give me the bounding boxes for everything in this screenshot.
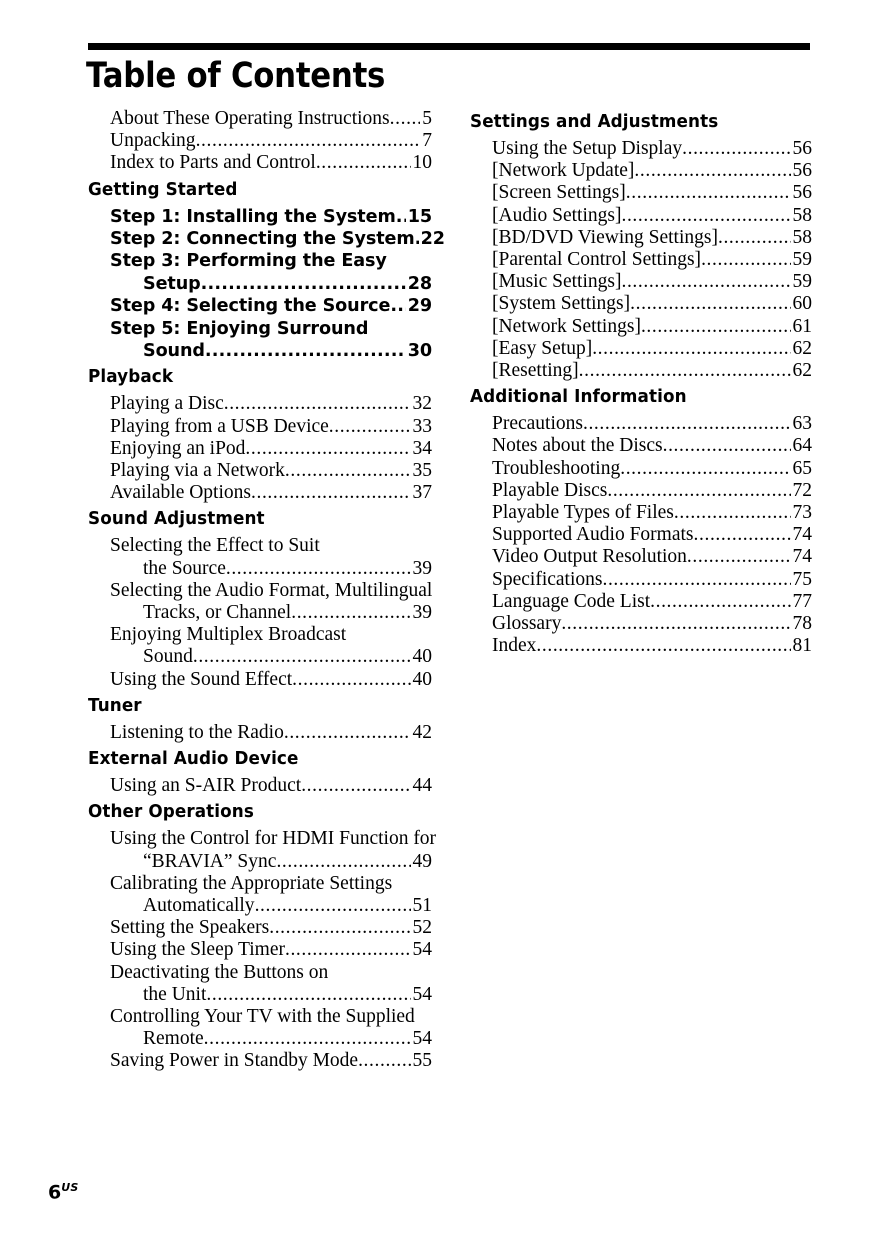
- dot-leader: [621, 205, 790, 227]
- dot-leader: [390, 295, 405, 317]
- toc-entry-title: Enjoying Multiplex Broadcast: [110, 624, 347, 646]
- toc-page-number: 62: [792, 360, 812, 382]
- section-heading-other-operations: Other Operations: [88, 802, 254, 823]
- toc-page-number: 61: [792, 315, 812, 337]
- toc-entry[interactable]: [110, 962, 432, 1006]
- toc-page-number: 22: [420, 229, 445, 250]
- toc-entry[interactable]: [492, 613, 812, 635]
- toc-section: [88, 175, 445, 363]
- toc-entry-line: [110, 722, 432, 744]
- toc-entry-line: [110, 416, 432, 438]
- toc-entry-title: Playing via a Network: [110, 460, 285, 482]
- toc-entry-list: [88, 108, 432, 175]
- toc-entry-title: [Music Settings]: [492, 271, 622, 293]
- toc-entry-line: [110, 984, 432, 1006]
- toc-entry-list: [470, 413, 812, 657]
- toc-page-number: 58: [792, 204, 812, 226]
- toc-page-number: 63: [792, 413, 812, 435]
- toc-entry-title: Index to Parts and Control: [110, 152, 316, 174]
- dot-leader: [206, 984, 410, 1006]
- toc-entry-line: [110, 624, 432, 646]
- toc-page-number: 28: [407, 273, 432, 294]
- toc-entry-line: [110, 340, 432, 362]
- toc-section: [88, 504, 432, 690]
- toc-entry[interactable]: [110, 152, 432, 174]
- toc-entry[interactable]: [492, 271, 812, 293]
- toc-section: [88, 362, 432, 504]
- toc-entry-list: [88, 722, 432, 744]
- toc-entry-line: [492, 138, 812, 160]
- toc-entry-title: Setup: [143, 273, 201, 294]
- toc-entry-title: Using the Sound Effect: [110, 668, 293, 690]
- dot-leader: [292, 669, 410, 691]
- toc-entry-line: [492, 546, 812, 568]
- toc-entry[interactable]: [492, 569, 812, 591]
- toc-entry-line: [492, 613, 812, 635]
- dot-leader: [620, 458, 790, 480]
- dot-leader: [561, 613, 790, 635]
- page-title: Table of Contents: [86, 56, 386, 96]
- dot-leader: [621, 271, 790, 293]
- toc-entry-line: [110, 108, 432, 130]
- toc-entry-title: “BRAVIA” Sync: [143, 850, 277, 872]
- toc-page-number: 40: [412, 668, 432, 690]
- dot-leader: [255, 895, 411, 917]
- toc-entry-line: [110, 250, 432, 272]
- section-heading-settings-and-adjustments: Settings and Adjustments: [470, 112, 719, 132]
- toc-entry-title: Step 3: Performing the Easy: [110, 251, 387, 272]
- toc-entry[interactable]: [492, 338, 812, 360]
- dot-leader: [245, 438, 410, 460]
- toc-entry-line: [492, 160, 812, 182]
- toc-entry[interactable]: [492, 635, 812, 657]
- toc-entry[interactable]: [110, 939, 432, 961]
- toc-entry-line: [110, 775, 432, 797]
- toc-entry-title: Setting the Speakers: [110, 917, 270, 939]
- toc-entry[interactable]: [110, 917, 432, 939]
- toc-entry-title: Index: [492, 635, 537, 657]
- toc-entry-line: [492, 413, 812, 435]
- toc-entry-title: the Unit: [143, 983, 207, 1005]
- toc-entry-title: Notes about the Discs: [492, 435, 663, 457]
- toc-entry-line: [492, 591, 812, 613]
- toc-entry-line: [110, 130, 432, 152]
- dot-leader: [674, 502, 791, 524]
- toc-entry-line: [492, 227, 812, 249]
- toc-entry-line: [492, 524, 812, 546]
- toc-entry-line: [110, 1006, 432, 1028]
- toc-entry-line: [110, 1028, 432, 1050]
- toc-entry-line: [110, 646, 432, 668]
- toc-entry-title: Playing a Disc: [110, 393, 224, 415]
- toc-page-number: 49: [412, 850, 432, 872]
- toc-entry-line: [110, 602, 432, 624]
- toc-entry-title: Using the Sleep Timer: [110, 939, 285, 961]
- dot-leader: [602, 569, 790, 591]
- toc-entry[interactable]: [110, 624, 432, 668]
- toc-page-number: 55: [412, 1050, 432, 1072]
- toc-section: [88, 797, 437, 1072]
- toc-entry[interactable]: [110, 775, 432, 797]
- toc-entry[interactable]: [492, 435, 812, 457]
- toc-entry-line: [110, 295, 432, 317]
- dot-leader: [607, 480, 790, 502]
- toc-entry[interactable]: [110, 228, 445, 250]
- toc-entry[interactable]: [492, 227, 812, 249]
- toc-entry-title: [System Settings]: [492, 293, 631, 315]
- toc-page-number: 37: [412, 482, 432, 504]
- toc-entry-line: [492, 502, 812, 524]
- toc-entry-title: Step 2: Connecting the System: [110, 229, 415, 250]
- toc-entry[interactable]: [110, 482, 432, 504]
- toc-entry-line: [492, 569, 812, 591]
- toc-entry[interactable]: [110, 416, 432, 438]
- toc-entry-title: Unpacking: [110, 130, 196, 152]
- dot-leader: [251, 482, 411, 504]
- toc-entry-title: [Audio Settings]: [492, 204, 622, 226]
- toc-entry[interactable]: [110, 108, 432, 130]
- toc-entry-title: Precautions: [492, 413, 583, 435]
- dot-leader: [592, 338, 790, 360]
- toc-page-number: 39: [412, 557, 432, 579]
- dot-leader: [204, 1028, 411, 1050]
- toc-entry-title: Saving Power in Standby Mode: [110, 1050, 359, 1072]
- toc-entry-title: Video Output Resolution: [492, 546, 687, 568]
- toc-entry-title: Deactivating the Buttons on: [110, 961, 329, 983]
- toc-entry-line: [110, 1050, 432, 1072]
- toc-entry-title: Sound: [143, 341, 205, 362]
- toc-page-number: 54: [412, 1028, 432, 1050]
- toc-entry-title: Playable Discs: [492, 479, 608, 501]
- dot-leader: [284, 722, 411, 744]
- toc-entry-title: Troubleshooting: [492, 457, 621, 479]
- toc-entry[interactable]: [492, 502, 812, 524]
- toc-entry[interactable]: [110, 393, 432, 415]
- toc-entry-line: [110, 851, 432, 873]
- dot-leader: [358, 1050, 410, 1072]
- toc-column-left: [88, 108, 445, 1073]
- toc-entry-title: the Source: [143, 557, 226, 579]
- toc-entry-line: [110, 669, 432, 691]
- toc-entry-title: Using an S-AIR Product: [110, 775, 302, 797]
- toc-entry[interactable]: [492, 205, 812, 227]
- section-heading-external-audio-device: External Audio Device: [88, 749, 299, 770]
- dot-leader: [291, 602, 410, 624]
- footer-region-code: US: [61, 1181, 79, 1194]
- toc-page-number: 62: [792, 337, 812, 359]
- toc-entry-line: [110, 393, 432, 415]
- dot-leader: [196, 130, 421, 152]
- toc-entry-title: Supported Audio Formats: [492, 524, 694, 546]
- section-heading-tuner: Tuner: [88, 695, 142, 716]
- toc-entry-line: [110, 438, 432, 460]
- toc-page-number: 58: [792, 226, 812, 248]
- toc-entry-list: [88, 828, 437, 1072]
- toc-section: [88, 691, 432, 744]
- toc-entry-title: Sound: [143, 646, 193, 668]
- toc-entry-line: [110, 558, 432, 580]
- toc-page-number: 32: [412, 393, 432, 415]
- dot-leader: [634, 160, 790, 182]
- toc-entry-title: Available Options: [110, 482, 251, 504]
- toc-entry-line: [492, 205, 812, 227]
- toc-page-number: 59: [792, 271, 812, 293]
- dot-leader: [276, 851, 410, 873]
- toc-page-number: 34: [412, 437, 432, 459]
- toc-entry[interactable]: [110, 828, 437, 872]
- toc-page-number: 72: [792, 479, 812, 501]
- toc-entry-title: Step 1: Installing the System: [110, 206, 396, 227]
- toc-entry-title: Selecting the Effect to Suit: [110, 535, 320, 557]
- toc-page-number: 74: [792, 524, 812, 546]
- toc-entry[interactable]: [492, 458, 812, 480]
- toc-page-number: 59: [792, 249, 812, 271]
- toc-entry-line: [492, 316, 812, 338]
- title-rule: [88, 43, 810, 50]
- toc-page-number: 65: [792, 457, 812, 479]
- toc-page-number: 40: [412, 646, 432, 668]
- toc-entry-list: [470, 138, 812, 382]
- dot-leader: [390, 108, 421, 130]
- toc-entry-line: [492, 249, 812, 271]
- toc-entry-title: Listening to the Radio: [110, 721, 284, 743]
- toc-page-number: 64: [792, 435, 812, 457]
- toc-entry-line: [110, 917, 432, 939]
- toc-entry-line: [492, 338, 812, 360]
- toc-entry-line: [110, 228, 445, 250]
- section-heading-getting-started: Getting Started: [88, 179, 238, 200]
- toc-entry-title: [Screen Settings]: [492, 182, 626, 204]
- dot-leader: [630, 293, 790, 315]
- toc-page-number: 39: [412, 602, 432, 624]
- toc-page-number: 81: [792, 635, 812, 657]
- dot-leader: [396, 206, 406, 228]
- toc-page-number: 73: [792, 502, 812, 524]
- toc-entry-title: [Resetting]: [492, 360, 579, 382]
- toc-entry[interactable]: [492, 524, 812, 546]
- toc-entry-line: [492, 271, 812, 293]
- toc-page-number: 56: [792, 138, 812, 159]
- toc-entry[interactable]: [492, 316, 812, 338]
- dot-leader: [694, 524, 791, 546]
- toc-entry[interactable]: [492, 249, 812, 271]
- dot-leader: [316, 152, 411, 174]
- toc-entry-line: [110, 535, 432, 557]
- dot-leader: [701, 249, 790, 271]
- toc-section: [88, 744, 432, 797]
- toc-entry[interactable]: [110, 580, 432, 624]
- toc-entry-title: Step 5: Enjoying Surround: [110, 318, 369, 339]
- toc-entry[interactable]: [492, 182, 812, 204]
- toc-section: [470, 108, 812, 382]
- toc-entry[interactable]: [492, 360, 812, 382]
- dot-leader: [329, 416, 411, 438]
- dot-leader: [536, 635, 790, 657]
- toc-entry-line: [110, 273, 432, 295]
- toc-entry-title: About These Operating Instructions: [110, 108, 390, 129]
- toc-entry[interactable]: [110, 535, 432, 579]
- section-heading-additional-information: Additional Information: [470, 387, 687, 408]
- dot-leader: [205, 340, 406, 362]
- toc-entry-title: Tracks, or Channel: [143, 602, 292, 624]
- toc-page-number: 30: [407, 341, 432, 362]
- toc-entry-title: Automatically: [143, 894, 255, 916]
- toc-entry-line: [492, 182, 812, 204]
- toc-entry[interactable]: [110, 438, 432, 460]
- toc-section: [470, 382, 812, 657]
- toc-entry[interactable]: [110, 460, 432, 482]
- toc-entry-line: [492, 458, 812, 480]
- toc-entry-title: Glossary: [492, 613, 562, 635]
- toc-entry-line: [110, 318, 432, 340]
- section-heading-sound-adjustment: Sound Adjustment: [88, 509, 265, 530]
- page-footer: [48, 1178, 79, 1202]
- dot-leader: [226, 558, 411, 580]
- toc-entry-title: Specifications: [492, 568, 603, 590]
- toc-page-number: 51: [412, 894, 432, 916]
- toc-page-number: 77: [792, 590, 812, 612]
- toc-entry[interactable]: [110, 873, 432, 917]
- dot-leader: [301, 775, 410, 797]
- toc-entry-title: Playable Types of Files: [492, 502, 674, 524]
- toc-entry[interactable]: [492, 480, 812, 502]
- toc-page-number: 56: [792, 160, 812, 182]
- toc-page-number: 15: [407, 206, 432, 227]
- toc-page-number: 60: [792, 293, 812, 315]
- toc-column-right: [470, 108, 812, 657]
- dot-leader: [663, 435, 791, 457]
- dot-leader: [687, 546, 791, 568]
- dot-leader: [224, 393, 411, 415]
- toc-entry-title: [Network Update]: [492, 160, 635, 182]
- toc-page-number: 35: [412, 460, 432, 482]
- toc-entry[interactable]: [492, 546, 812, 568]
- toc-entry-title: Enjoying an iPod: [110, 437, 246, 459]
- dot-leader: [201, 273, 406, 295]
- toc-page-number: 54: [412, 983, 432, 1005]
- toc-entry-line: [492, 293, 812, 315]
- dot-leader: [269, 917, 410, 939]
- toc-entry[interactable]: [110, 669, 432, 691]
- toc-page-number: 10: [412, 152, 432, 174]
- toc-entry-title: Controlling Your TV with the Supplied: [110, 1005, 415, 1027]
- toc-entry[interactable]: [110, 318, 432, 363]
- dot-leader: [682, 138, 790, 160]
- toc-page-number: 29: [407, 296, 432, 317]
- dot-leader: [650, 591, 790, 613]
- toc-entry-title: Language Code List: [492, 590, 651, 612]
- toc-entry-title: [BD/DVD Viewing Settings]: [492, 226, 718, 248]
- toc-entry-line: [110, 939, 432, 961]
- toc-entry-line: [110, 460, 432, 482]
- toc-entry-line: [110, 895, 432, 917]
- toc-entry[interactable]: [492, 293, 812, 315]
- toc-page-number: 74: [792, 546, 812, 568]
- toc-entry-title: Step 4: Selecting the Source: [110, 296, 391, 317]
- toc-entry-line: [492, 480, 812, 502]
- toc-entry-line: [110, 482, 432, 504]
- toc-entry-title: [Easy Setup]: [492, 337, 593, 359]
- toc-entry-line: [110, 206, 432, 228]
- toc-entry-title: [Network Settings]: [492, 315, 641, 337]
- dot-leader: [193, 646, 411, 668]
- toc-entry-title: [Parental Control Settings]: [492, 249, 702, 271]
- toc-entry-title: Calibrating the Appropriate Settings: [110, 872, 393, 894]
- dot-leader: [285, 939, 411, 961]
- toc-page-number: 52: [412, 917, 432, 939]
- toc-entry-title: Playing from a USB Device: [110, 415, 329, 437]
- toc-entry-line: [110, 828, 437, 850]
- toc-page-number: 75: [792, 568, 812, 590]
- toc-page-number: 56: [792, 182, 812, 204]
- toc-section: [88, 108, 432, 175]
- toc-entry[interactable]: [492, 160, 812, 182]
- dot-leader: [718, 227, 791, 249]
- toc-entry[interactable]: [492, 413, 812, 435]
- toc-entry[interactable]: [110, 295, 432, 317]
- toc-entry-title: Selecting the Audio Format, Multilingual: [110, 579, 433, 601]
- toc-entry-line: [110, 873, 432, 895]
- toc-entry-list: [88, 393, 432, 504]
- dot-leader: [579, 360, 791, 382]
- toc-page-number: 42: [412, 721, 432, 743]
- dot-leader: [583, 413, 791, 435]
- toc-entry[interactable]: [492, 138, 812, 160]
- toc-entry-list: [88, 535, 432, 690]
- dot-leader: [285, 460, 411, 482]
- toc-entry[interactable]: [110, 1050, 432, 1072]
- toc-entry-title: Remote: [143, 1028, 204, 1050]
- toc-page-number: 78: [792, 613, 812, 635]
- toc-entry[interactable]: [110, 250, 432, 295]
- toc-entry-list: [88, 775, 432, 797]
- toc-entry[interactable]: [110, 130, 432, 152]
- toc-page-number: 7: [422, 130, 432, 152]
- toc-entry-list: [88, 206, 445, 363]
- toc-entry-line: [110, 962, 432, 984]
- toc-entry[interactable]: [110, 206, 432, 228]
- footer-page-number: 6: [48, 1181, 62, 1204]
- toc-entry-line: [492, 435, 812, 457]
- toc-entry[interactable]: [110, 722, 432, 744]
- toc-page-number: 33: [412, 415, 432, 437]
- toc-entry-line: [110, 152, 432, 174]
- dot-leader: [626, 182, 791, 204]
- section-heading-playback: Playback: [88, 367, 174, 388]
- toc-entry-line: [110, 580, 432, 602]
- toc-entry-title: Using the Setup Display: [492, 138, 683, 159]
- toc-page-number: 54: [412, 939, 432, 961]
- toc-entry[interactable]: [492, 591, 812, 613]
- toc-page-number: 5: [422, 108, 432, 129]
- toc-entry-line: [492, 360, 812, 382]
- toc-entry[interactable]: [110, 1006, 432, 1050]
- dot-leader: [641, 316, 791, 338]
- toc-page-number: 44: [412, 775, 432, 797]
- toc-entry-title: Using the Control for HDMI Function for: [110, 828, 437, 850]
- toc-entry-line: [492, 635, 812, 657]
